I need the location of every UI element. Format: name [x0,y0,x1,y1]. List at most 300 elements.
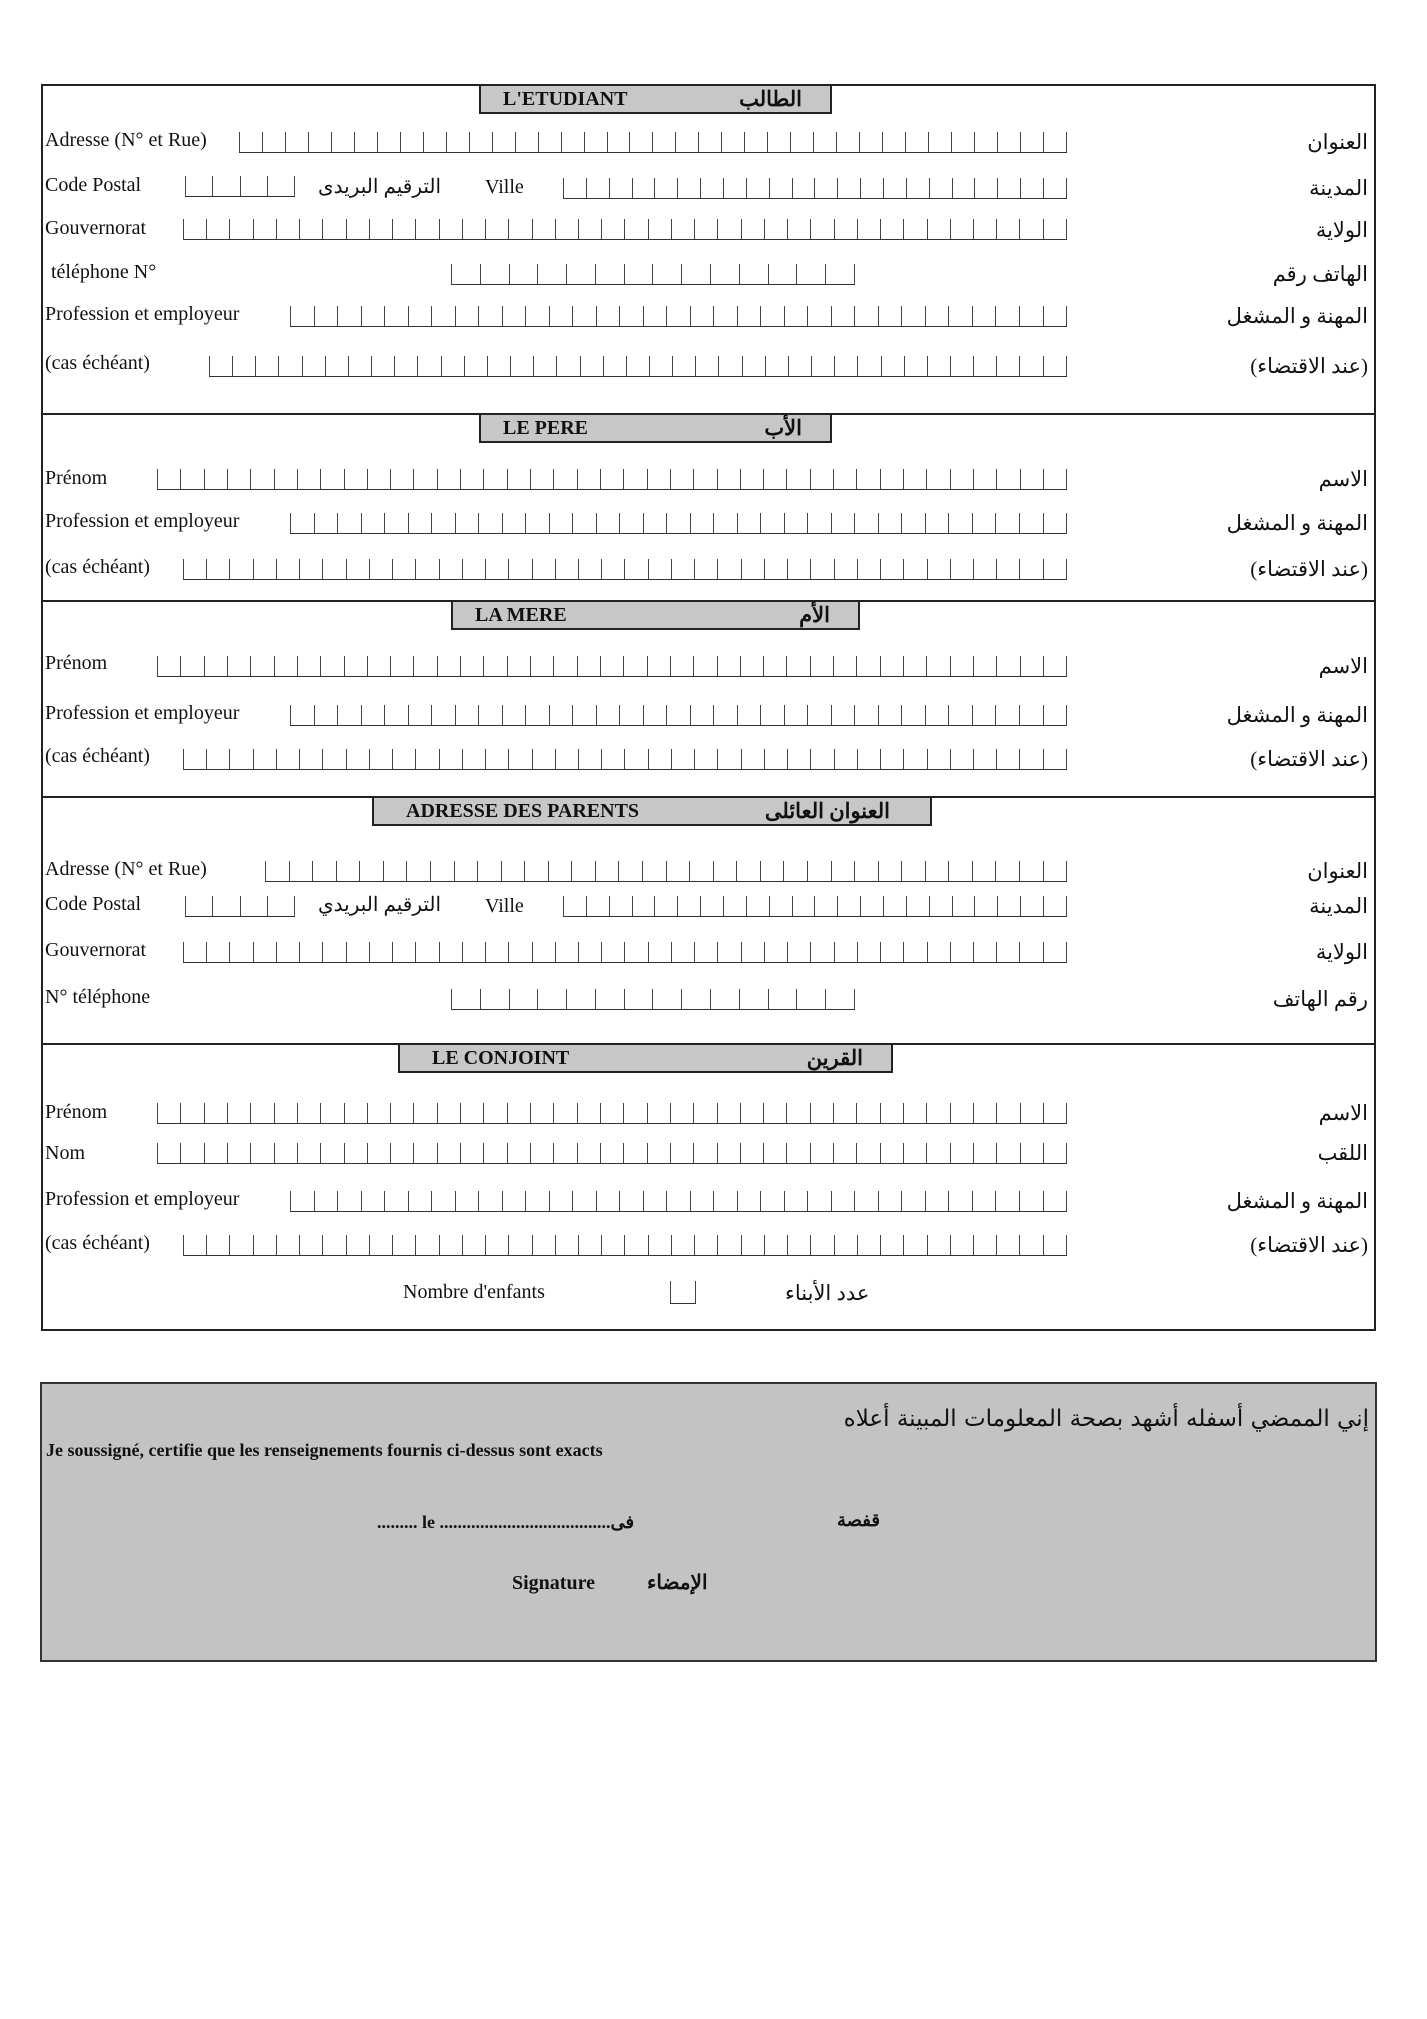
char-cell [431,1191,455,1211]
student-address-field[interactable] [239,130,1067,153]
char-cell [856,469,879,489]
char-cell [525,306,549,326]
spouse-title-fr: LE CONJOINT [432,1046,570,1069]
student-phone-field[interactable] [451,262,855,285]
char-cell [549,513,573,533]
char-cell [555,749,578,769]
char-cell [227,1143,250,1163]
char-cell [1020,896,1043,916]
char-cell [596,705,620,725]
char-cell [927,356,950,376]
char-cell [880,656,903,676]
char-cell [811,356,834,376]
char-cell [572,513,596,533]
char-cell [297,1143,320,1163]
char-cell [274,656,297,676]
char-cell [995,861,1019,881]
char-cell [571,861,595,881]
char-cell [525,513,549,533]
char-cell [274,1143,297,1163]
char-cell [996,1103,1019,1123]
spouse-job-field[interactable] [290,1189,1067,1212]
char-cell [180,1143,203,1163]
char-cell [792,178,815,198]
char-cell [308,132,331,152]
char-cell [204,656,227,676]
char-cell [530,656,553,676]
char-cell [367,469,390,489]
char-cell [903,1235,926,1255]
char-cell [346,559,369,579]
char-cell [157,469,180,489]
char-cell [553,1143,576,1163]
student-section [41,84,1376,415]
char-cell [632,896,655,916]
char-cell [578,559,601,579]
char-cell [460,469,483,489]
char-cell [927,1235,950,1255]
char-cell [561,132,584,152]
char-cell [810,1143,833,1163]
father-first-label-ar: الاسم [1318,467,1368,491]
char-cell [973,656,996,676]
char-cell [1020,469,1043,489]
char-cell [276,1235,299,1255]
char-cell [431,705,455,725]
char-cell [768,264,797,284]
char-cell [950,1103,973,1123]
char-cell [369,1235,392,1255]
char-cell [502,1191,526,1211]
char-cell [814,178,837,198]
char-cell [1043,132,1067,152]
char-cell [600,1143,623,1163]
char-cell [229,219,252,239]
char-cell [810,1235,833,1255]
char-cell [810,656,833,676]
char-cell [710,989,739,1009]
mother-title-ar: الأم [799,602,830,627]
char-cell [741,942,764,962]
char-cell [229,942,252,962]
char-cell [1019,705,1043,725]
char-cell [209,356,232,376]
char-cell [367,1103,390,1123]
char-cell [595,861,619,881]
char-cell [648,1235,671,1255]
char-cell [737,1191,761,1211]
char-cell [262,132,285,152]
char-cell [721,132,744,152]
char-cell [577,1143,600,1163]
char-cell [596,513,620,533]
char-cell [788,356,811,376]
spouse-title-ar: القرين [806,1045,863,1070]
char-cell [377,132,400,152]
char-cell [1043,559,1067,579]
char-cell [276,749,299,769]
char-cell [413,1143,436,1163]
char-cell [624,989,653,1009]
char-cell [510,356,533,376]
char-cell [1043,1235,1067,1255]
char-cell [299,559,322,579]
char-cell [927,219,950,239]
char-cell [787,559,810,579]
char-cell [905,132,928,152]
char-cell [880,1235,903,1255]
student-phone-label-ar: الهاتف رقم [1272,262,1368,286]
char-cell [796,264,825,284]
char-cell [508,942,531,962]
char-cell [485,749,508,769]
char-cell [973,1103,996,1123]
char-cell [601,219,624,239]
spouse-first-label-ar: الاسم [1318,1101,1368,1125]
char-cell [740,1143,763,1163]
char-cell [997,896,1020,916]
char-cell [903,942,926,962]
char-cell [624,559,647,579]
char-cell [578,942,601,962]
char-cell [925,861,949,881]
student-gov-label: Gouvernorat [45,217,147,239]
char-cell [736,861,760,881]
char-cell [408,705,432,725]
char-cell [973,559,996,579]
char-cell [666,705,690,725]
char-cell [737,306,761,326]
char-cell [883,896,906,916]
char-cell [903,219,926,239]
char-cell [717,219,740,239]
char-cell [717,469,740,489]
char-cell [384,513,408,533]
char-cell [764,1235,787,1255]
char-cell [690,306,714,326]
parents-postal-field[interactable] [185,894,295,917]
char-cell [670,469,693,489]
father-case-field[interactable] [183,557,1067,580]
char-cell [383,861,407,881]
char-cell [478,306,502,326]
mother-header [451,600,860,630]
char-cell [974,132,997,152]
parents-gov-field[interactable] [183,940,1067,963]
char-cell [462,559,485,579]
char-cell [670,1103,693,1123]
char-cell [441,356,464,376]
char-cell [649,356,672,376]
char-cell [760,306,784,326]
char-cell [1043,1103,1067,1123]
student-case-field[interactable] [209,354,1067,377]
char-cell [903,656,926,676]
char-cell [950,1235,973,1255]
char-cell [586,178,609,198]
char-cell [1019,356,1042,376]
mother-job-label-ar: المهنة و المشغل [1226,703,1368,727]
char-cell [299,942,322,962]
char-cell [361,306,385,326]
char-cell [525,705,549,725]
char-cell [553,656,576,676]
mother-first-field[interactable] [157,654,1067,677]
spouse-case-label-ar: (عند الاقتضاء) [1250,1233,1368,1257]
char-cell [690,513,714,533]
char-cell [997,178,1020,198]
student-postal-field[interactable] [185,174,295,197]
char-cell [996,942,1019,962]
char-cell [415,219,438,239]
char-cell [950,656,973,676]
char-cell [446,132,469,152]
spouse-first-field[interactable] [157,1101,1067,1124]
char-cell [694,559,717,579]
char-cell [881,356,904,376]
char-cell [290,513,314,533]
char-cell [786,1103,809,1123]
char-cell [836,132,859,152]
char-cell [833,1103,856,1123]
father-job-field[interactable] [290,511,1067,534]
char-cell [451,989,480,1009]
char-cell [577,469,600,489]
char-cell [322,749,345,769]
char-cell [973,942,996,962]
char-cell [320,1103,343,1123]
char-cell [572,1191,596,1211]
parents-phone-field[interactable] [451,987,855,1010]
char-cell [903,1143,926,1163]
char-cell [624,1235,647,1255]
char-cell [948,861,972,881]
parents-postal-label-ar: الترقيم البريدي [318,894,442,916]
student-city-label: Ville [485,176,524,198]
char-cell [483,469,506,489]
char-cell [384,306,408,326]
char-cell [556,356,579,376]
char-cell [337,1191,361,1211]
char-cell [555,1235,578,1255]
char-cell [337,306,361,326]
char-cell [769,178,792,198]
char-cell [903,559,926,579]
char-cell [290,705,314,725]
char-cell [601,559,624,579]
parents-city-label: Ville [485,895,524,917]
mother-first-label: Prénom [45,652,108,674]
char-cell [929,178,952,198]
spouse-case-field[interactable] [183,1233,1067,1256]
char-cell [972,1191,996,1211]
char-cell [901,1191,925,1211]
parents-address-field[interactable] [265,859,1067,882]
char-cell [180,1103,203,1123]
char-cell [690,1191,714,1211]
char-cell [880,469,903,489]
parents-address-title-ar: العنوان العائلى [764,798,890,823]
char-cell [1043,1143,1067,1163]
parents-city-field[interactable] [563,894,1067,917]
student-job-label-ar: المهنة و المشغل [1226,304,1368,328]
char-cell [180,469,203,489]
char-cell [746,896,769,916]
student-gov-label-ar: الولاية [1315,218,1368,242]
char-cell [784,705,808,725]
char-cell [532,749,555,769]
char-cell [995,1191,1019,1211]
char-cell [157,656,180,676]
char-cell [972,705,996,725]
char-cell [769,896,792,916]
char-cell [1019,306,1043,326]
char-cell [239,132,262,152]
char-cell [831,705,855,725]
char-cell [538,132,561,152]
char-cell [563,896,586,916]
parents-address-label: Adresse (N° et Rue) [45,858,207,880]
char-cell [807,513,831,533]
char-cell [807,705,831,725]
char-cell [555,219,578,239]
char-cell [566,989,595,1009]
spouse-kids-label-ar: عدد الأبناء [785,1281,870,1305]
char-cell [478,513,502,533]
char-cell [314,306,338,326]
char-cell [784,1191,808,1211]
char-cell [240,176,267,196]
char-cell [739,989,768,1009]
date-place-line[interactable]: ......... le ......................................فى [377,1512,635,1532]
char-cell [670,656,693,676]
char-cell [253,559,276,579]
char-cell [297,656,320,676]
char-cell [834,942,857,962]
char-cell [346,1235,369,1255]
char-cell [927,559,950,579]
char-cell [857,1235,880,1255]
char-cell [229,559,252,579]
mother-first-label-ar: الاسم [1318,654,1368,678]
char-cell [857,219,880,239]
char-cell [854,861,878,881]
char-cell [740,469,763,489]
char-cell [647,1103,670,1123]
char-cell [413,469,436,489]
char-cell [880,749,903,769]
student-gov-field[interactable] [183,217,1067,240]
student-title-ar: الطالب [739,86,802,111]
student-postal-label-ar: الترقيم البريدى [318,176,442,198]
char-cell [693,469,716,489]
char-cell [390,1143,413,1163]
mother-job-field[interactable] [290,703,1067,726]
char-cell [903,469,926,489]
mother-case-field[interactable] [183,747,1067,770]
char-cell [677,178,700,198]
char-cell [950,469,973,489]
char-cell [807,1191,831,1211]
char-cell [654,896,677,916]
char-cell [796,989,825,1009]
student-job-field[interactable] [290,304,1067,327]
char-cell [290,1191,314,1211]
student-address-label: Adresse (N° et Rue) [45,129,207,151]
char-cell [572,306,596,326]
char-cell [1020,1103,1043,1123]
char-cell [670,1143,693,1163]
char-cell [578,1235,601,1255]
char-cell [1020,1143,1043,1163]
char-cell [675,132,698,152]
char-cell [437,1143,460,1163]
char-cell [1043,356,1067,376]
char-cell [278,356,301,376]
char-cell [903,1103,926,1123]
father-first-field[interactable] [157,467,1067,490]
char-cell [297,469,320,489]
father-header [479,413,832,443]
char-cell [857,942,880,962]
char-cell [462,942,485,962]
char-cell [354,132,377,152]
char-cell [713,306,737,326]
char-cell [948,513,972,533]
char-cell [1020,656,1043,676]
char-cell [787,1235,810,1255]
char-cell [548,861,572,881]
mother-job-label: Profession et employeur [45,702,240,724]
char-cell [515,132,538,152]
char-cell [477,861,501,881]
char-cell [400,132,423,152]
char-cell [265,861,289,881]
student-job-label: Profession et employeur [45,303,240,325]
char-cell [509,989,538,1009]
char-cell [537,264,566,284]
char-cell [681,264,710,284]
char-cell [857,559,880,579]
char-cell [854,1191,878,1211]
char-cell [700,178,723,198]
char-cell [595,989,624,1009]
father-title-fr: LE PERE [503,416,589,439]
char-cell [925,306,949,326]
char-cell [764,559,787,579]
char-cell [856,656,879,676]
char-cell [739,264,768,284]
char-cell [973,356,996,376]
char-cell [1019,219,1042,239]
spouse-kids-field[interactable] [670,1281,696,1304]
char-cell [267,176,295,196]
char-cell [408,513,432,533]
char-cell [406,861,430,881]
spouse-last-field[interactable] [157,1141,1067,1164]
father-section [41,413,1376,602]
char-cell [880,219,903,239]
char-cell [549,1191,573,1211]
char-cell [784,306,808,326]
char-cell [790,132,813,152]
char-cell [648,942,671,962]
char-cell [996,1235,1019,1255]
char-cell [507,656,530,676]
char-cell [1019,861,1043,881]
char-cell [485,942,508,962]
student-city-field[interactable] [563,176,1067,199]
